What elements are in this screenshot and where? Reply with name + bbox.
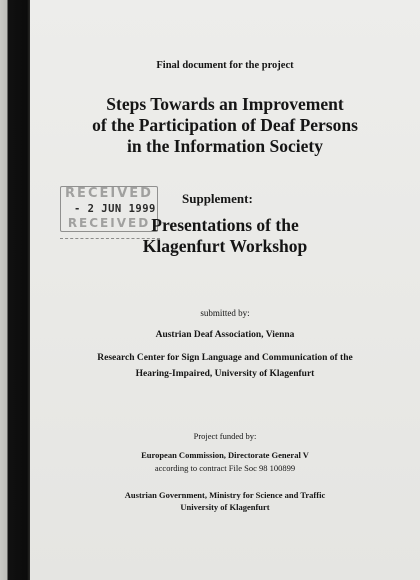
binding-spine xyxy=(0,0,30,580)
funder-government-line-1: Austrian Government, Ministry for Science and Traffic xyxy=(124,490,326,500)
submitted-by-label: submitted by: xyxy=(200,308,250,318)
funder-government-line-2: University of Klagenfurt xyxy=(180,502,270,512)
title-line-2: of the Participation of Deaf Persons xyxy=(92,115,358,135)
stamp-text-top: RECEIVED xyxy=(65,186,153,201)
stamp-text-bottom: RECEIVED xyxy=(67,216,151,230)
supplement-title-line-2: Klagenfurt Workshop xyxy=(142,236,308,256)
stamp-date: - 2 JUN 1999 xyxy=(74,203,156,215)
organisation-1: Austrian Deaf Association, Vienna xyxy=(155,330,295,340)
document-title xyxy=(30,94,420,157)
title-line-3: in the Information Society xyxy=(127,136,323,156)
supplement-label: Supplement: xyxy=(182,191,253,206)
funded-by-label: Project funded by: xyxy=(193,431,257,441)
title-line-1: Steps Towards an Improvement xyxy=(106,94,344,114)
organisation-2 xyxy=(30,350,420,382)
organisation-2-line-2: Hearing-Impaired, University of Klagenfurt xyxy=(135,369,315,379)
funder-ec: European Commission, Directorate General V xyxy=(141,450,309,460)
supplement-title xyxy=(30,215,420,257)
funder-government xyxy=(30,489,420,513)
supplement-title-line-1: Presentations of the xyxy=(151,215,299,235)
organisation-2-line-1: Research Center for Sign Language and Communication of the xyxy=(97,353,353,363)
header-line: Final document for the project xyxy=(156,60,294,71)
funder-contract: according to contract File Soc 98 100899 xyxy=(154,463,296,473)
